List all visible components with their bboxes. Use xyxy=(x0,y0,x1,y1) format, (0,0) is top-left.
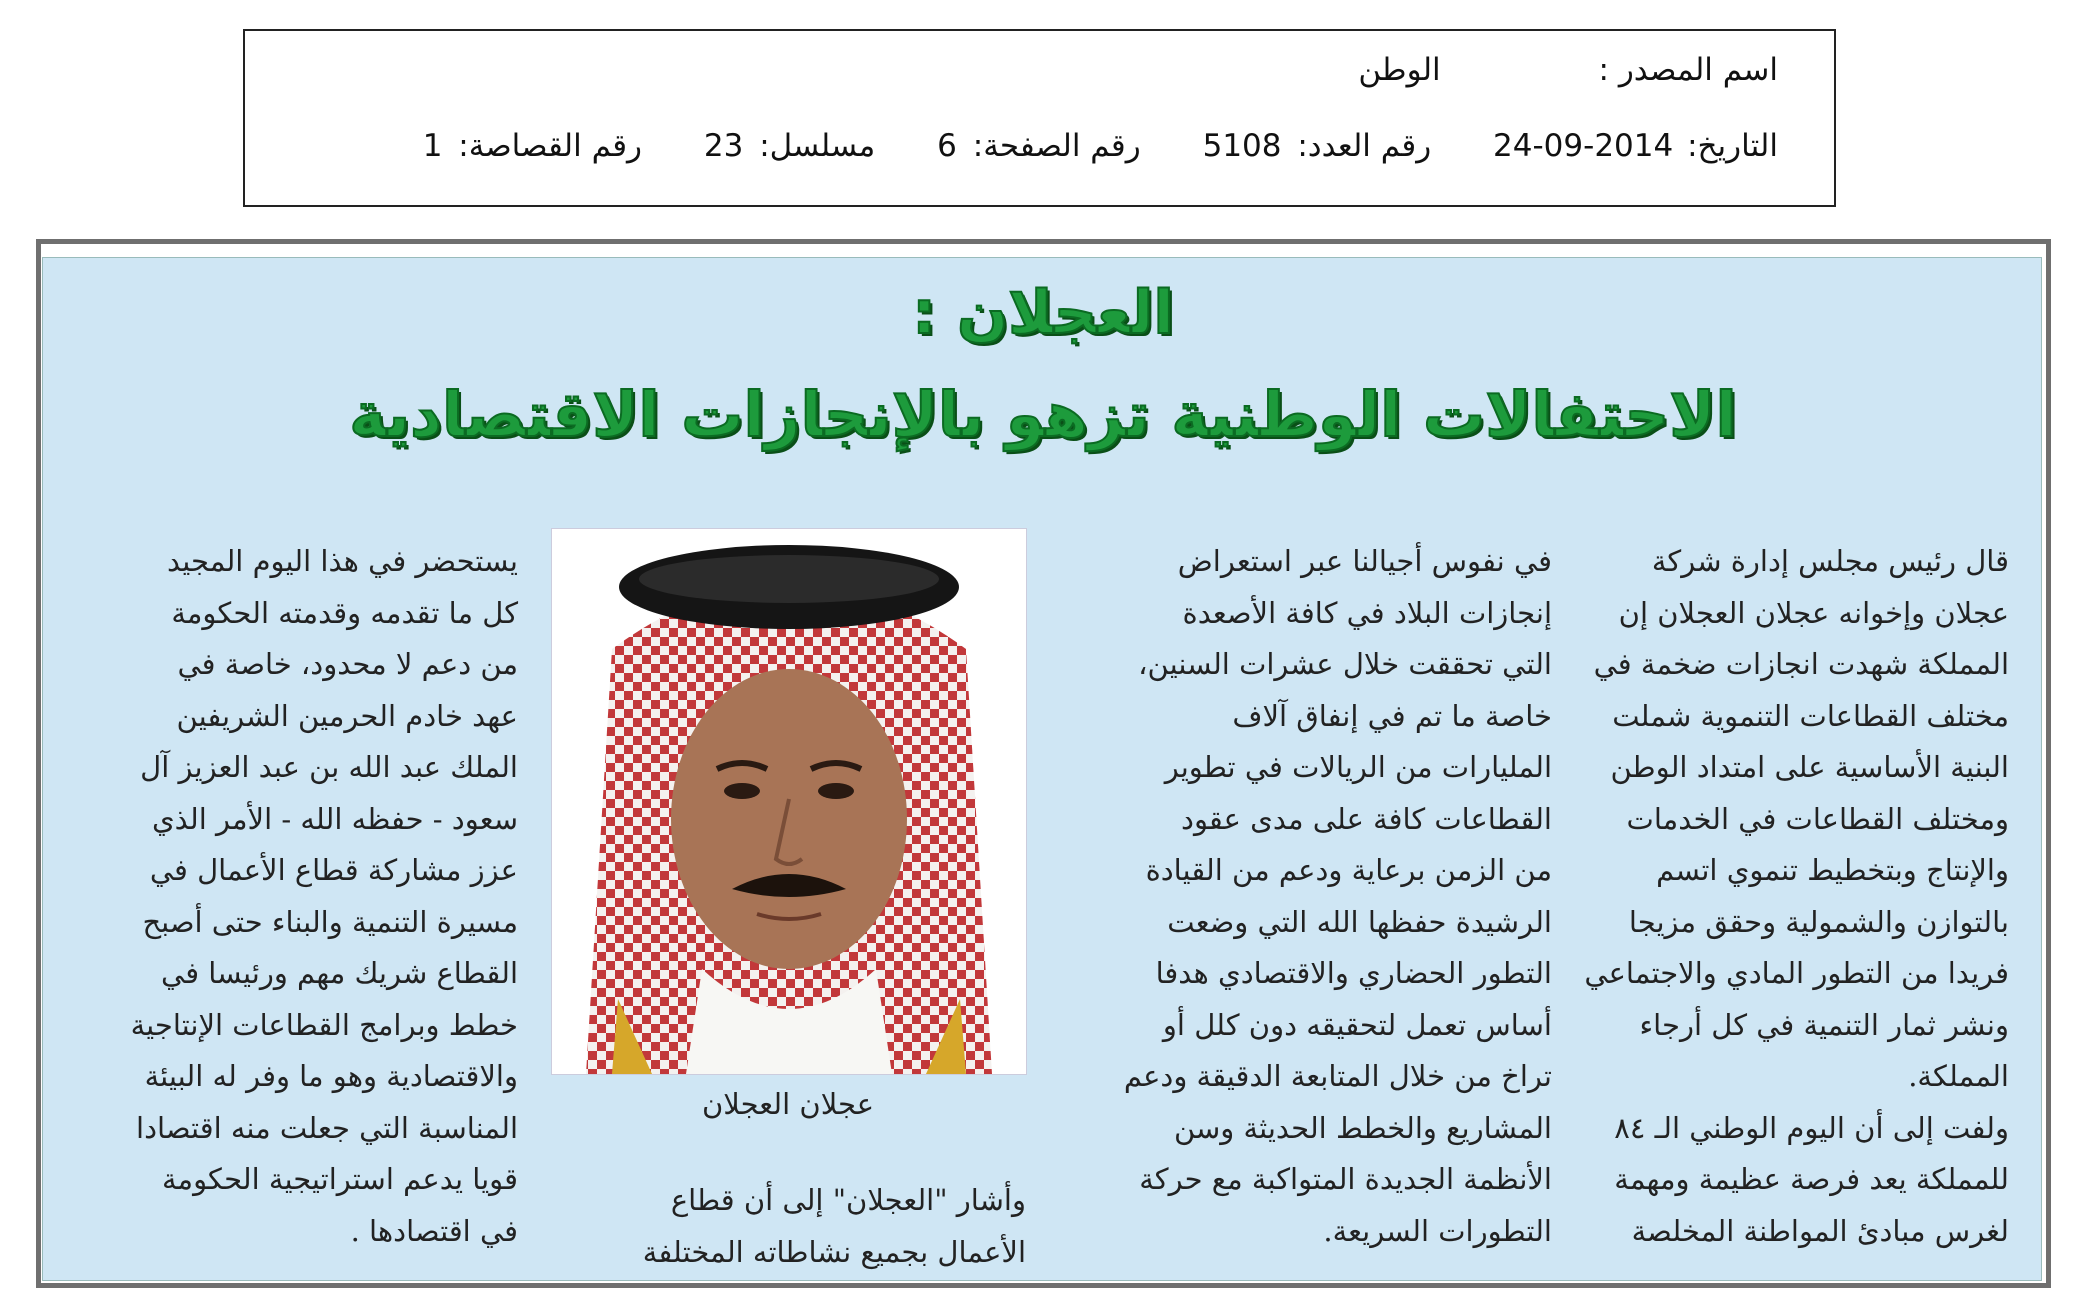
clip-label: رقم القصاصة: xyxy=(458,128,643,164)
article-column-1: قال رئيس مجلس إدارة شركة عجلان وإخوانه عجلان العجلان إن المملكة شهدت انجازات ضخمة في مختلف القطاعات التنموية شملت البنية الأساسية على امتداد الوطن ومختلف القطاعات في الخدمات والإنتاج وبتخطيط تنموي اتسم بالتوازن والشمولية وحقق مزيجا فريدا من التطور المادي والاجتماعي ونشر ثمار التنمية في كل أرجاء المملكة. ولفت إلى أن اليوم الوطني الـ ٨٤ للمملكة يعد فرصة عظيمة ومهمة لغرس مبادئ المواطنة المخلصة xyxy=(1584,544,2009,1248)
article-column-2: في نفوس أجيالنا عبر استعراض إنجازات البلاد في كافة الأصعدة التي تحققت خلال عشرات السنين، خاصة ما تم في إنفاق آلاف المليارات من الريالات في تطوير القطاعات كافة على مدى عقود من الزمن برعاية ودعم من القيادة الرشيدة حفظها الله التي وضعت التطور الحضاري والاقتصادي هدفا أساس تعمل لتحقيقه دون كلل أو تراخ من خلال المتابعة الدقيقة ودعم المشاريع والخطط الحديثة وسن الأنظمة الجديدة المتواكبة مع حركة التطورات السريعة. xyxy=(1123,544,1552,1248)
serial-value: 23 xyxy=(703,128,744,164)
date-label: التاريخ: xyxy=(1687,128,1778,164)
issue-value: 5108 xyxy=(1202,128,1282,164)
date-row xyxy=(423,128,1778,164)
date-value: 2014-09-24 xyxy=(1493,128,1674,164)
article-column-4: يستحضر في هذا اليوم المجيد كل ما تقدمه وقدمته الحكومة من دعم لا محدود، خاصة في عهد خادم الحرمين الشريفين الملك عبد الله بن عبد العزيز آل سعود - حفظه الله - الأمر الذي عزز مشاركة قطاع الأعمال في مسيرة التنمية والبناء حتى أصبح القطاع شريك مهم ورئيسا في خطط وبرامج القطاعات الإنتاجية والاقتصادية وهو ما وفر له البيئة المناسبة التي جعلت منه اقتصادا قويا يدعم استراتيجية الحكومة في اقتصادها . xyxy=(130,544,518,1248)
page-value: 6 xyxy=(937,128,957,164)
source-label: اسم المصدر : xyxy=(1598,52,1778,88)
portrait-photo xyxy=(551,528,1027,1075)
clip-value: 1 xyxy=(422,128,443,164)
portrait-illustration xyxy=(552,529,1026,1074)
headline-main: الاحتفالات الوطنية تزهو بالإنجازات الاقتصادية xyxy=(349,378,1737,451)
source-value: الوطن xyxy=(1358,52,1441,88)
article-column-3: وأشار "العجلان" إلى أن قطاع الأعمال بجميع نشاطاته المختلفة xyxy=(642,1183,1026,1269)
source-row xyxy=(1358,52,1778,88)
serial-label: مسلسل: xyxy=(759,128,876,164)
photo-caption: عجلان العجلان xyxy=(701,1087,875,1121)
article-panel xyxy=(42,257,2042,1281)
headline-name: العجلان : xyxy=(912,278,1174,348)
issue-label: رقم العدد: xyxy=(1297,128,1432,164)
page-label: رقم الصفحة: xyxy=(972,128,1141,164)
